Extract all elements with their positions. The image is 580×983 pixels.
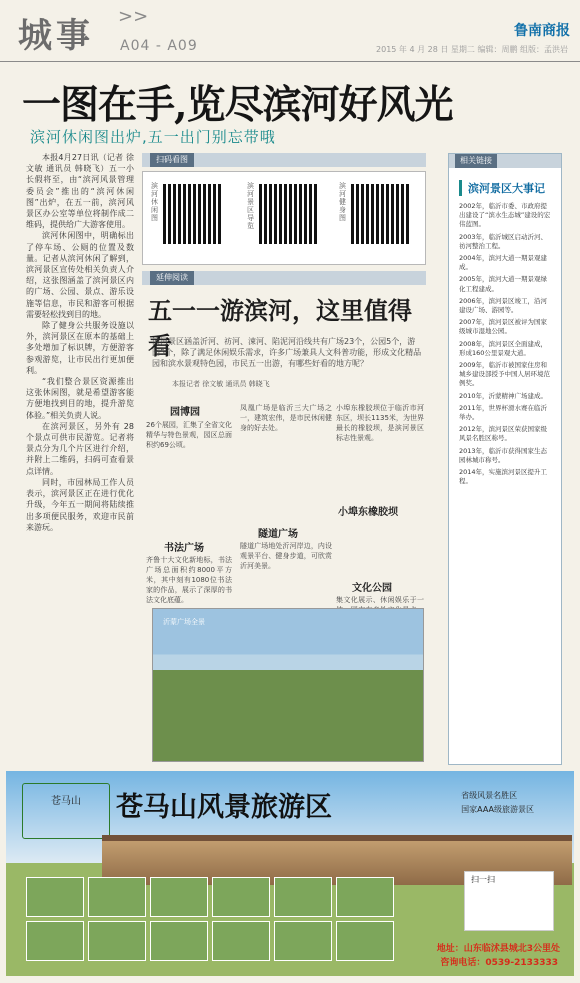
dateline: 2015 年 4 月 28 日 星期二 编辑：周鹏 组版：孟洪岩 — [376, 45, 568, 54]
list-item: 2013年，临沂市获得国家生态园林城市称号。 — [459, 446, 548, 464]
list-item: 2006年，滨河景区竣工，沿河建设广场、游园等。 — [459, 296, 548, 315]
list-item: 2005年，滨河大道一期景观绿化工程建成。 — [459, 275, 548, 293]
thumbnail-image — [274, 921, 332, 961]
qr-code-icon[interactable] — [351, 184, 411, 244]
lead-article-column — [26, 152, 134, 742]
thumbnail-image — [88, 877, 146, 917]
list-item: 2004年，滨河大道一期景观建成。 — [459, 254, 548, 272]
thumbnail-image — [212, 921, 270, 961]
paragraph: “我们整合景区资源推出这张休闲图，就是希望游客能方便地找到目的地，提升游览体验。”相关负责人说。 — [26, 377, 134, 420]
sidebar-title: 滨河景区大事记 — [459, 180, 551, 196]
city-photo — [152, 608, 424, 762]
scan-bar — [142, 153, 426, 167]
list-item: 2010年，沂蒙精神广场建成。 — [459, 391, 548, 400]
qr-label: 滨河景区导览 — [247, 182, 254, 230]
section-text: 隧道广场地处沂河岸边，内设观景平台、健身步道，可欣赏沂河美景。 — [240, 542, 332, 570]
list-item: 2009年，临沂市被国家住房和城乡建设部授予中国人居环境范例奖。 — [459, 361, 550, 388]
ad-address: 地址：山东临沭县城北3公里处 — [436, 944, 560, 954]
section-text: 26个展园，汇集了全省文化精华与特色景观，园区总面积约69公顷。 — [146, 421, 232, 449]
qr-code-icon[interactable] — [259, 184, 319, 244]
thumbnail-image — [26, 877, 84, 917]
list-item: 2008年，滨河景区全面建成，形成160公里景观大道。 — [459, 339, 548, 357]
qr-code-icon[interactable] — [163, 184, 223, 244]
brand-logo: 鲁南商报 — [514, 23, 570, 39]
section-heading: 文化公园 — [352, 583, 392, 594]
paragraph: 本报4月27日讯（记者 徐文敏 通讯员 韩晓飞）五一小长假将至，由“滨河风景管理委员会”推出的“滨河休闲图”出炉，在五一前，滨河风景区办公室等单位将制作成二维码，提供给广大游客使用。 — [26, 153, 134, 230]
feature-byline: 本报记者 徐文敏 通讯员 韩晓飞 — [172, 380, 270, 388]
sidebar-bar — [449, 154, 561, 168]
thumbnail-image — [150, 877, 208, 917]
thumbnail-image — [212, 877, 270, 917]
ad-badge: 省级风景名胜区 — [461, 791, 518, 800]
section-text: 集文化展示、休闲娱乐于一 — [336, 596, 424, 604]
sidebar-bar-label: 相关链接 — [455, 154, 497, 168]
section-text: 齐鲁十大文化新地标，书法广场总面积约8000平方米，其中刻有1080位书法家的作品，展示了深厚的书法文化底蕴。 — [146, 556, 232, 604]
paragraph: 同时，市园林局工作人员表示，滨河景区正在进行优化升级，今年五一期间将陆续推出多项便民服务，欢迎市民前来游玩。 — [26, 477, 134, 532]
section-heading: 书法广场 — [164, 543, 204, 554]
paragraph: 在滨河景区，另外有 28 个景点可供市民游览。记者将景点分为几个片区进行介绍，并附上二维码，扫码可查看景点详情。 — [26, 421, 134, 476]
feature-lead: 滨河景区涵盖沂河、祊河、涑河、陷泥河沿线共有广场23个，公园5个，游园5个，除了满足休闲娱乐需求，许多广场兼具人文科普功能，形成文化精品园和滨水景观特色园，市民五一出游，有哪些好看的地方呢？ — [152, 337, 422, 368]
photo-thumbnails — [26, 877, 451, 967]
section-heading: 小埠东橡胶坝 — [338, 507, 398, 518]
qr-label: 滨河健身图 — [339, 182, 346, 222]
section-text: 小埠东橡胶坝位于临沂市河东区，坝长1135米，为世界最长的橡胶坝，是滨河景区标志性景观。 — [336, 404, 424, 442]
list-item: 2002年，临沂市委、市政府提出建设了“滨水生态城”建设的宏伟蓝图。 — [459, 202, 551, 229]
event-list — [459, 202, 551, 486]
sidebar — [448, 153, 562, 765]
section-heading: 园博园 — [170, 407, 200, 418]
thumbnail-image — [274, 877, 332, 917]
main-subhead: 滨河休闲图出炉,五一出门别忘带哦 — [30, 128, 276, 146]
page-range: A04 - A09 — [120, 38, 198, 54]
scan-bar-label: 扫码看图 — [150, 153, 194, 167]
section-text: 凤凰广场是临沂三大广场之一，建筑宏伟，是市民休闲健身的好去处。 — [240, 404, 332, 432]
paragraph: 滨河休闲图中，明确标出了停车场、公厕的位置及数量。记者从滨河休闲了解到，滨河景区宣传处相关负责人介绍，这张图涵盖了滨河景区内的广场、公园、景点、游乐设施等信息，市民和游客可根据需要轻松找到目的地。 — [26, 231, 134, 319]
extension-bar — [142, 271, 426, 285]
qr-label: 滨河休闲图 — [151, 182, 158, 222]
ad-badge: 国家AAA级旅游景区 — [461, 805, 534, 814]
list-item: 2014年，实施滨河景区提升工程。 — [459, 468, 548, 486]
ad-title: 苍马山风景旅游区 — [116, 792, 332, 823]
section-chevron: >> — [118, 6, 149, 27]
thumbnail-image — [150, 921, 208, 961]
ad-logo: 苍马山 — [22, 783, 110, 839]
ad-phone: 咨询电话：0539-2133333 — [440, 958, 558, 968]
list-item: 2012年，滨河景区荣获国家级风景名胜区称号。 — [459, 425, 548, 443]
section-title: 城事 — [18, 16, 94, 56]
scan-label: 扫一扫 — [471, 875, 495, 884]
ad-banner — [6, 771, 574, 976]
list-item: 2003年，临沂城区启动沂河、祊河整治工程。 — [459, 232, 548, 250]
thumbnail-image — [88, 921, 146, 961]
feature-title: 五一一游滨河，这里值得看 — [148, 297, 412, 360]
photo-caption: 沂蒙广场全景 — [163, 618, 205, 626]
ad-badges — [461, 789, 534, 817]
page-header — [0, 0, 580, 62]
section-heading: 隧道广场 — [258, 529, 298, 540]
list-item: 2007年，滨河景区被评为国家级城市湿地公园。 — [459, 318, 548, 336]
extension-bar-label: 延伸阅读 — [150, 271, 194, 285]
thumbnail-image — [336, 877, 394, 917]
main-headline: 一图在手,览尽滨河好风光 — [22, 82, 453, 128]
thumbnail-image — [336, 921, 394, 961]
list-item: 2011年，世界杯滑水赛在临沂举办。 — [459, 403, 548, 422]
qr-code-row — [142, 171, 426, 265]
thumbnail-image — [26, 921, 84, 961]
paragraph: 除了健身公共服务设施以外，滨河景区在原本的基础上多处增加了标识牌，方便游客参观游览，让市民出行更加便利。 — [26, 321, 134, 375]
ad-qr-code-icon[interactable] — [464, 871, 554, 931]
